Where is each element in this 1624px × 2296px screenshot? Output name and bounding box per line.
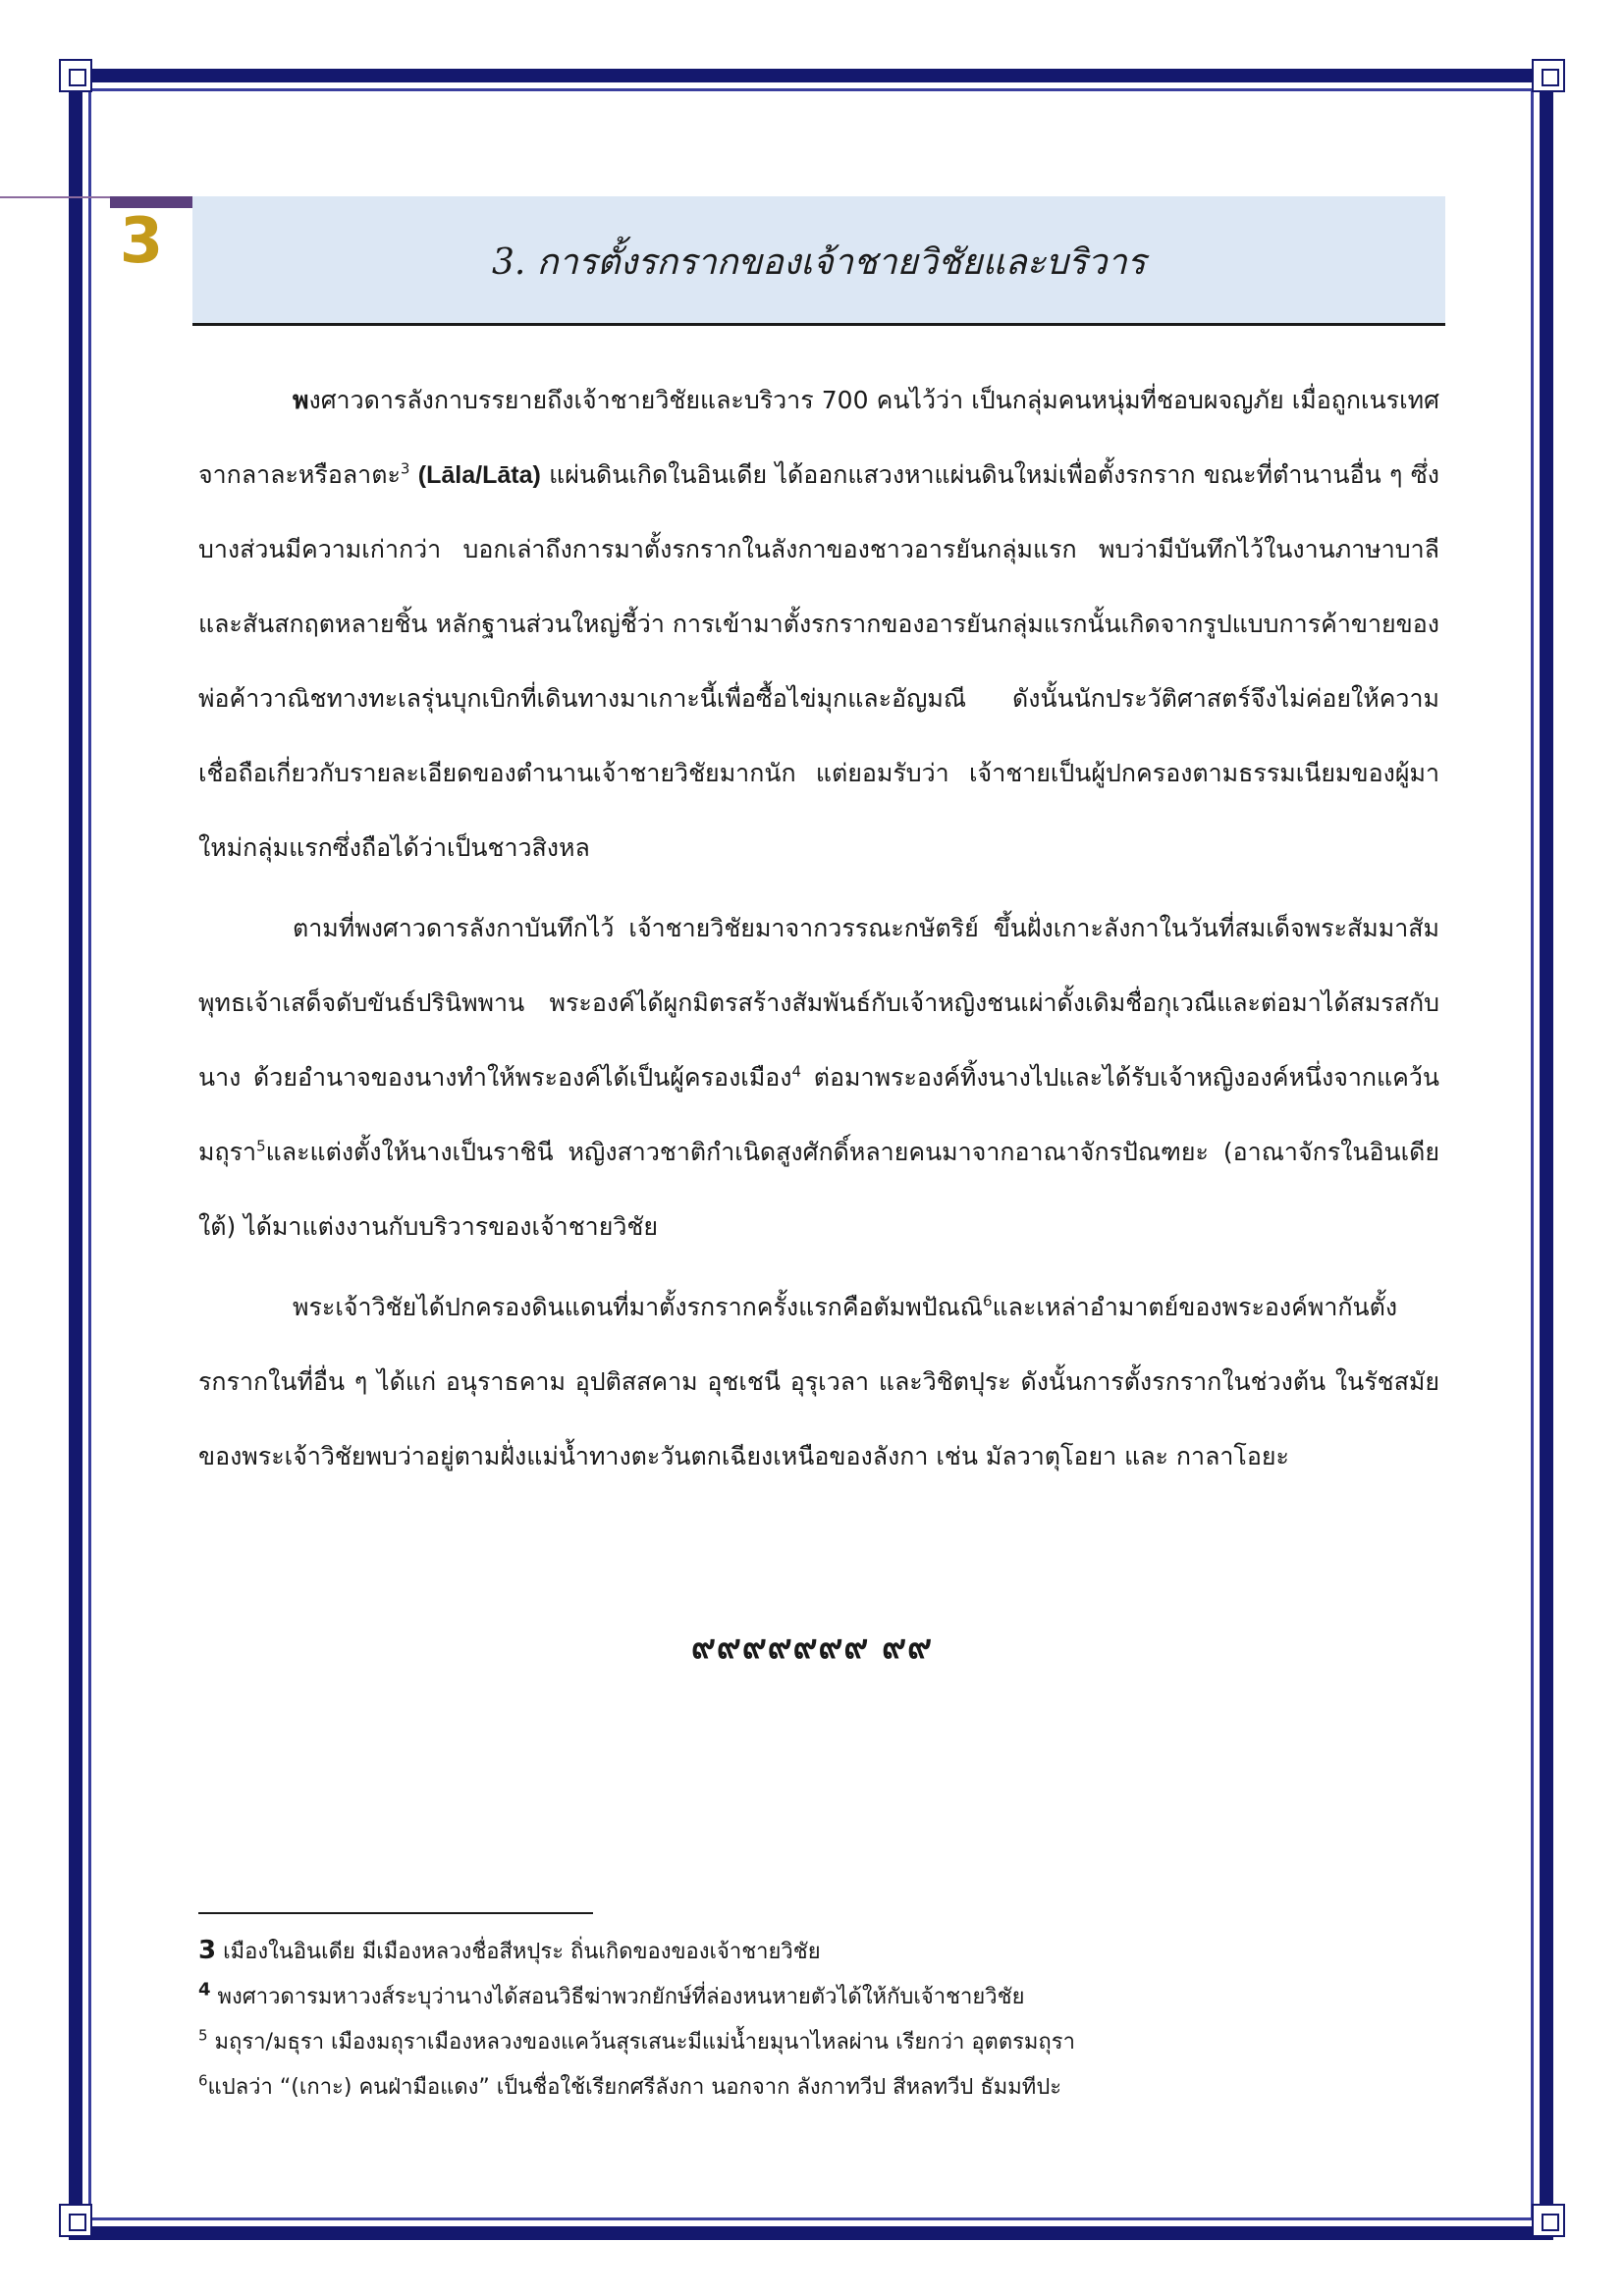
- body-text: [198, 363, 1439, 1500]
- footnote-ref-3[interactable]: 3: [400, 459, 410, 478]
- corner-ornament-bottom-left: [59, 2204, 92, 2237]
- paragraph-1-latin-term: (Lāla/Lāta): [417, 461, 541, 489]
- paragraph-2-text-a: ตามที่พงศาวดารลังกาบันทึกไว้ เจ้าชายวิชัยมาจากวรรณะกษัตริย์ ขึ้นฝั่งเกาะลังกาในวันที่สมเด็จพระสัมมาสัมพุทธเจ้าเสด็จดับขันธ์ปรินิพพาน พระองค์ได้ผูกมิตรสร้างสัมพันธ์กับเจ้าหญิงชนเผ่าดั้งเดิมชื่อกุเวณีและต่อมาได้สมรสกับนาง ด้วยอำนาจของนางทำให้พระองค์ได้เป็นผู้ครองเมือง: [198, 914, 1439, 1092]
- paragraph-2-text-b: ต่อมาพระองค์ทิ้งนางไปและได้รับเจ้าหญิงองค์หนึ่งจากแคว้นมถุรา: [198, 1063, 1440, 1166]
- paragraph-2: [198, 891, 1439, 1264]
- chapter-title-band: [192, 196, 1445, 326]
- footnotes: [198, 1930, 1439, 2110]
- footnote-3: [198, 1930, 1439, 1975]
- paragraph-3-text-b: และเหล่าอำมาตย์ของพระองค์พากันตั้งรกรากในที่อื่น ๆ ได้แก่ อนุราธคาม อุปติสสคาม อุชเชนี อุรุเวลา และวิชิตปุระ ดังนั้นการตั้งรกรากในช่วงต้น ในรัชสมัยของพระเจ้าวิชัยพบว่าอยู่ตามฝั่งแม่น้ำทางตะวันตกเฉียงเหนือของลังกา เช่น มัลวาตุโอยา และ กาลาโอยะ: [198, 1293, 1439, 1470]
- footnote-6: [198, 2065, 1439, 2110]
- footnote-3-mark: 3: [198, 1936, 217, 1965]
- corner-ornament-top-left: [59, 59, 92, 92]
- paragraph-1-lead-letter: พ: [293, 386, 309, 414]
- paragraph-2-text-c: และแต่งตั้งให้นางเป็นราชินี หญิงสาวชาติกำเนิดสูงศักดิ์หลายคนมาจากอาณาจักรปัณฑยะ (อาณาจักรในอินเดียใต้) ได้มาแต่งงานกับบริวารของเจ้าชายวิชัย: [198, 1138, 1439, 1241]
- footnote-5-mark: 5: [198, 2026, 208, 2045]
- footnote-4-mark: 4: [198, 1979, 211, 2001]
- paragraph-1-text-b: แผ่นดินเกิดในอินเดีย ได้ออกแสวงหาแผ่นดินใหม่เพื่อตั้งรกราก ขณะที่ตำนานอื่น ๆ ซึ่งบางส่วนมีความเก่ากว่า บอกเล่าถึงการมาตั้งรกรากในลังกาของชาวอารยันกลุ่มแรก พบว่ามีบันทึกไว้ในงานภาษาบาลีและสันสกฤตหลายชิ้น หลักฐานส่วนใหญ่ชี้ว่า การเข้ามาตั้งรกรากของอารยันกลุ่มแรกนั้นเกิดจากรูปแบบการค้าขายของพ่อค้าวาณิชทางทะเลรุ่นบุกเบิกที่เดินทางมาเกาะนี้เพื่อซื้อไข่มุกและอัญมณี ดังนั้นนักประวัติศาสตร์จึงไม่ค่อยให้ความเชื่อถือเกี่ยวกับรายละเอียดของตำนานเจ้าชายวิชัยมากนัก แต่ยอมรับว่า เจ้าชายเป็นผู้ปกครองตามธรรมเนียมของผู้มาใหม่กลุ่มแรกซึ่งถือได้ว่าเป็นชาวสิงหล: [198, 460, 1439, 862]
- footnote-6-text: แปลว่า “(เกาะ) คนฝ่ามือแดง” เป็นชื่อใช้เรียกศรีลังกา นอกจาก ลังกาทวีป สีหลทวีป ธัมมทีปะ: [207, 2075, 1062, 2100]
- footnote-4: [198, 1975, 1439, 2020]
- footnote-3-text: เมืองในอินเดีย มีเมืองหลวงชื่อสีหปุระ ถิ่นเกิดของของเจ้าชายวิชัย: [216, 1940, 821, 1964]
- paragraph-1: [198, 363, 1439, 885]
- corner-ornament-bottom-right: [1532, 2204, 1565, 2237]
- footnote-4-text: พงศาวดารมหาวงส์ระบุว่านางได้สอนวิธีฆ่าพวกยักษ์ที่ล่องหนหายตัวได้ให้กับเจ้าชายวิชัย: [210, 1985, 1025, 2009]
- footnote-separator: [198, 1912, 593, 1914]
- chapter-side-line: [0, 196, 110, 198]
- footnote-6-mark: 6: [198, 2071, 208, 2090]
- footnote-ref-6[interactable]: 6: [983, 1292, 993, 1310]
- footnote-5: [198, 2020, 1439, 2065]
- paragraph-3: [198, 1270, 1439, 1494]
- footnote-5-text: มถุรา/มธุรา เมืองมถุราเมืองหลวงของแคว้นสุรเสนะมีแม่น้ำยมุนาไหลผ่าน เรียกว่า อุตตรมถุรา: [207, 2030, 1075, 2055]
- footnote-ref-5[interactable]: 5: [256, 1137, 266, 1155]
- chapter-title: 3. การตั้งรกรากของเจ้าชายวิชัยและบริวาร: [491, 242, 1147, 283]
- chapter-number: 3: [119, 205, 164, 278]
- footnote-ref-4[interactable]: 4: [791, 1062, 802, 1081]
- corner-ornament-top-right: [1532, 59, 1565, 92]
- section-end-ornament: ๙๙๙๙๙๙๙ ๙๙: [691, 1628, 933, 1667]
- paragraph-1-text-a: งศาวดารลังกาบรรยายถึงเจ้าชายวิชัยและบริวาร 700 คนไว้ว่า เป็นกลุ่มคนหนุ่มที่ชอบผจญภัย เมื่อถูกเนรเทศจากลาละหรือลาตะ: [198, 386, 1439, 489]
- paragraph-3-text-a: พระเจ้าวิชัยได้ปกครองดินแดนที่มาตั้งรกรากครั้งแรกคือตัมพปัณณิ: [293, 1293, 984, 1321]
